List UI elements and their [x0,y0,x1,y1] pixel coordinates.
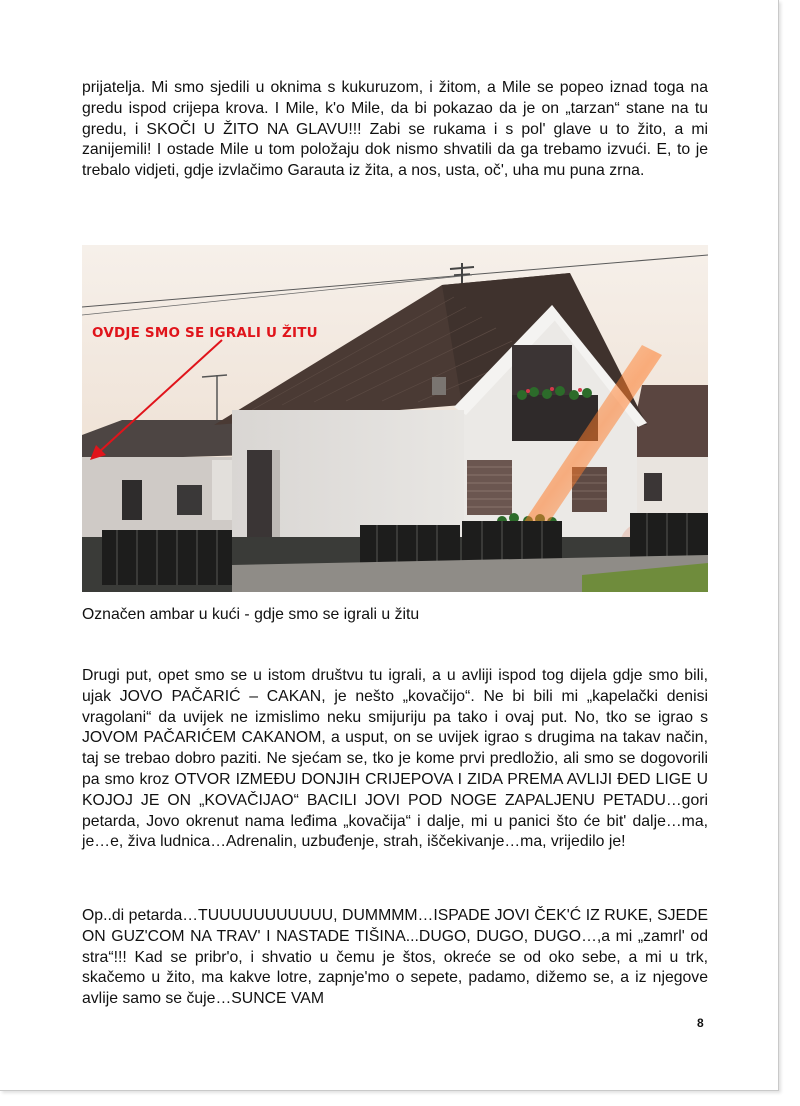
photo-annotation-label: OVDJE SMO SE IGRALI U ŽITU [92,325,318,341]
paragraph-1: prijatelja. Mi smo sjedili u oknima s kukuruzom, i žitom, a Mile se popeo iznad toga na gredu ispod crijepa krova. I Mile, k'o Mile, da bi pokazao da je on „tarzan“ stane na tu gredu, i SKOČI U ŽITO NA GLAVU!!! Zabi se rukama i s pol' glave u to žito, a mi zanijemili! I ostade Mile u tom položaju dok nismo shvatili da ga trebamo izvući. E, to je trebalo vidjeti, gdje izvlačimo Garauta iz žita, a nos, usta, oč', uha mu puna zrna. [82,79,708,180]
house-photo [82,245,708,592]
paragraph-2: Drugi put, opet smo se u istom društvu tu igrali, a u avliji ispod tog dijela gdje smo bili, ujak JOVO PAČARIĆ – CAKAN, je nešto „kovačijo“. Ne bi bili mi „kapelački denisi vragolani“ da uvijek ne izmislimo neku smijuriju pa tako i ovaj put. No, tko se igrao s JOVOM PAČARIĆEM CAKANOM, a usput, on se uvijek igrao s drugima na takav način, taj se trebao dobro paziti. Ne sjećam se, tko je kome prvi predložio, ali smo se dogovorili pa smo kroz OTVOR IZMEĐU DONJIH CRIJEPOVA I ZIDA PREMA AVLIJI ĐED LIGE U KOJOJ JE ON „KOVAČIJAO“ BACILI JOVI POD NOGE ZAPALJENU PETADU…gori petarda, Jovo okrenut nama leđima „kovačija“ i dalje, mi u panici što će bit' dalje…ma, je…e, živa ludnica…Adrenalin, uzbuđenje, strah, iščekivanje…ma, vrijedilo je! [82,667,708,851]
photo-caption: Označen ambar u kući - gdje smo se igrali u žitu [82,606,420,623]
paragraph-3: Op..di petarda…TUUUUUUUUUUU, DUMMMM…ISPADE JOVI ČEK'Ć IZ RUKE, SJEDE ON GUZ'COM NA TRAV' I NASTADE TIŠINA...DUGO, DUGO, DUGO…,a mi „zamrl' od stra“!!! Kad se pribr'o, i shvatio u čemu je štos, okreće se od oko sebe, a mi u trk, skačemo u žito, ma kakve lotre, zapnje'mo o sepete, padamo, dižemo se, a iz njegove avlije samo se čuje…SUNCE VAM [82,907,708,1008]
page-number: 8 [697,1016,704,1030]
